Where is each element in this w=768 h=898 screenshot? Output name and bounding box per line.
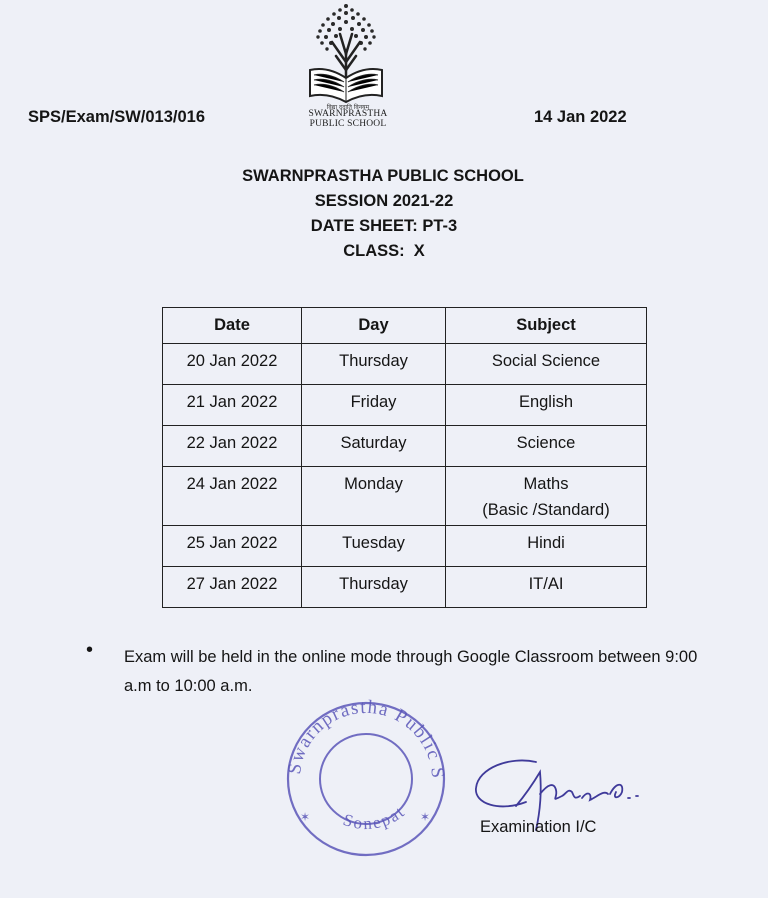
reference-number: SPS/Exam/SW/013/016 (28, 108, 206, 126)
school-title: SWARNPRASTHA PUBLIC SCHOOL (242, 167, 524, 185)
cell-date: 25 Jan 2022 (163, 526, 302, 567)
issue-date: 14 Jan 2022 (534, 108, 627, 126)
cell-date: 21 Jan 2022 (163, 385, 302, 426)
logo-school-name-line1: SWARNPRASTHA (308, 109, 388, 119)
date-sheet-title: DATE SHEET: PT-3 (310, 217, 458, 235)
cell-day: Tuesday (302, 526, 446, 567)
svg-text:✶: ✶ (420, 810, 431, 824)
session-title: SESSION 2021-22 (314, 192, 454, 210)
column-header-day: Day (302, 308, 446, 344)
tree-book-icon (296, 0, 400, 104)
cell-subject: IT/AI (446, 567, 647, 608)
cell-day: Monday (302, 467, 446, 526)
table-row (163, 426, 647, 467)
logo-school-name-line2: PUBLIC SCHOOL (309, 119, 387, 129)
cell-subject: Science (446, 426, 647, 467)
table-row (163, 344, 647, 385)
cell-date: 20 Jan 2022 (163, 344, 302, 385)
cell-date: 27 Jan 2022 (163, 567, 302, 608)
signatory-label: Examination I/C (480, 818, 597, 836)
table-row (163, 526, 647, 567)
seal-stamp-graphic (278, 693, 454, 861)
svg-text:✶: ✶ (300, 810, 311, 824)
cell-subject (446, 467, 647, 526)
cell-day: Thursday (302, 344, 446, 385)
cell-subject: Social Science (446, 344, 647, 385)
cell-subject-line1: Maths (523, 475, 569, 493)
note-bullet: • (86, 639, 94, 661)
cell-date: 24 Jan 2022 (163, 467, 302, 526)
cell-date: 22 Jan 2022 (163, 426, 302, 467)
column-header-subject: Subject (446, 308, 647, 344)
logo-motto: विद्या ददाति विनयम् (326, 104, 370, 111)
exam-mode-note: Exam will be held in the online mode through Google Classroom between 9:00 a.m to 10:00 a.m. (124, 648, 698, 695)
table-row (163, 385, 647, 426)
table-row (163, 467, 647, 526)
date-sheet-table (162, 307, 647, 608)
seal-text: Swarnprastha Public S (284, 696, 449, 781)
cell-day: Saturday (302, 426, 446, 467)
school-seal-stamp (278, 693, 454, 866)
svg-text:Swarnprastha Public School (278, 693, 448, 780)
cell-subject-line2: (Basic /Standard) (482, 501, 610, 519)
cell-day: Friday (302, 385, 446, 426)
school-logo (296, 0, 400, 130)
table-row (163, 567, 647, 608)
seal-place: Sonepat (340, 801, 410, 834)
svg-text:Sonepat (341, 802, 409, 833)
cell-day: Thursday (302, 567, 446, 608)
cell-subject: Hindi (446, 526, 647, 567)
table-header-row (163, 308, 647, 344)
class-title: CLASS: X (343, 242, 425, 260)
cell-subject: English (446, 385, 647, 426)
column-header-date: Date (163, 308, 302, 344)
